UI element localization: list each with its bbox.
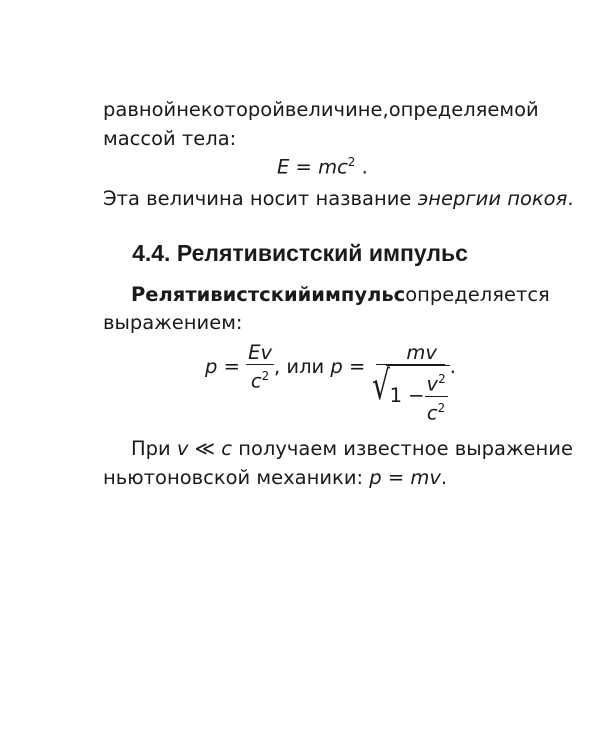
symbol-p: p — [330, 354, 343, 378]
denominator — [427, 397, 445, 425]
symbol-p: p — [205, 354, 218, 378]
formula-newtonian-momentum: p = mv — [369, 466, 441, 489]
radicand — [386, 365, 450, 424]
paragraph-1-line-1 — [103, 98, 539, 122]
symbol-c: c — [221, 437, 233, 460]
period: . — [355, 155, 368, 179]
one-minus: 1 − — [389, 384, 425, 407]
word: определяемой — [388, 98, 539, 121]
symbol-mc: mc — [318, 155, 348, 179]
symbol-E: E — [277, 155, 290, 179]
numerator: Ev — [248, 341, 273, 364]
paragraph-3-line-2: выражением: — [103, 311, 243, 334]
fraction-v2-c2 — [425, 368, 448, 424]
exponent: 2 — [437, 400, 446, 415]
text: получаем известное выражение — [232, 437, 573, 460]
numerator: mv — [376, 342, 445, 365]
exponent: 2 — [347, 155, 356, 169]
radical-sign-icon: √ — [371, 363, 390, 409]
symbol-v: v — [176, 437, 189, 460]
bold-term: Релятивистский — [131, 283, 312, 306]
formula-relativistic-momentum — [205, 342, 456, 424]
exponent: 2 — [438, 372, 446, 386]
word: некоторой — [176, 98, 285, 121]
fraction-ev-c2 — [246, 342, 274, 393]
formula-rest-energy — [277, 155, 368, 179]
period: . — [440, 466, 448, 489]
exponent: 2 — [261, 369, 270, 383]
period: . — [449, 354, 456, 378]
word: определяется — [405, 283, 550, 306]
bold-term: импульс — [311, 283, 406, 306]
square-root — [372, 365, 450, 424]
separator-or: , или — [274, 354, 331, 378]
paragraph-3-line-1 — [131, 283, 550, 307]
term-rest-energy: энергии покоя — [417, 187, 568, 210]
paragraph-1-line-2: массой тела: — [103, 127, 237, 150]
text: ньютоновской механики: — [103, 466, 370, 489]
numerator — [425, 368, 448, 397]
symbol-c: c — [426, 401, 438, 424]
text: При — [131, 437, 177, 460]
denominator — [251, 365, 269, 393]
much-less-than: ≪ — [188, 437, 222, 460]
symbol-v: v — [426, 372, 439, 396]
text: Эта величина носит название — [103, 187, 418, 210]
period: . — [567, 187, 574, 210]
section-heading: 4.4. Релятивистский импульс — [132, 240, 468, 266]
word: величине, — [284, 98, 389, 121]
paragraph-4-line-2 — [103, 466, 513, 490]
equals: = — [342, 354, 372, 378]
paragraph-4-line-1 — [131, 437, 573, 461]
equals: = — [217, 354, 247, 378]
equals: = — [289, 155, 319, 179]
paragraph-2 — [103, 187, 574, 211]
word: равной — [103, 98, 177, 121]
symbol-c: c — [250, 369, 262, 393]
denominator — [372, 365, 450, 424]
fraction-mv-sqrt — [372, 342, 450, 424]
